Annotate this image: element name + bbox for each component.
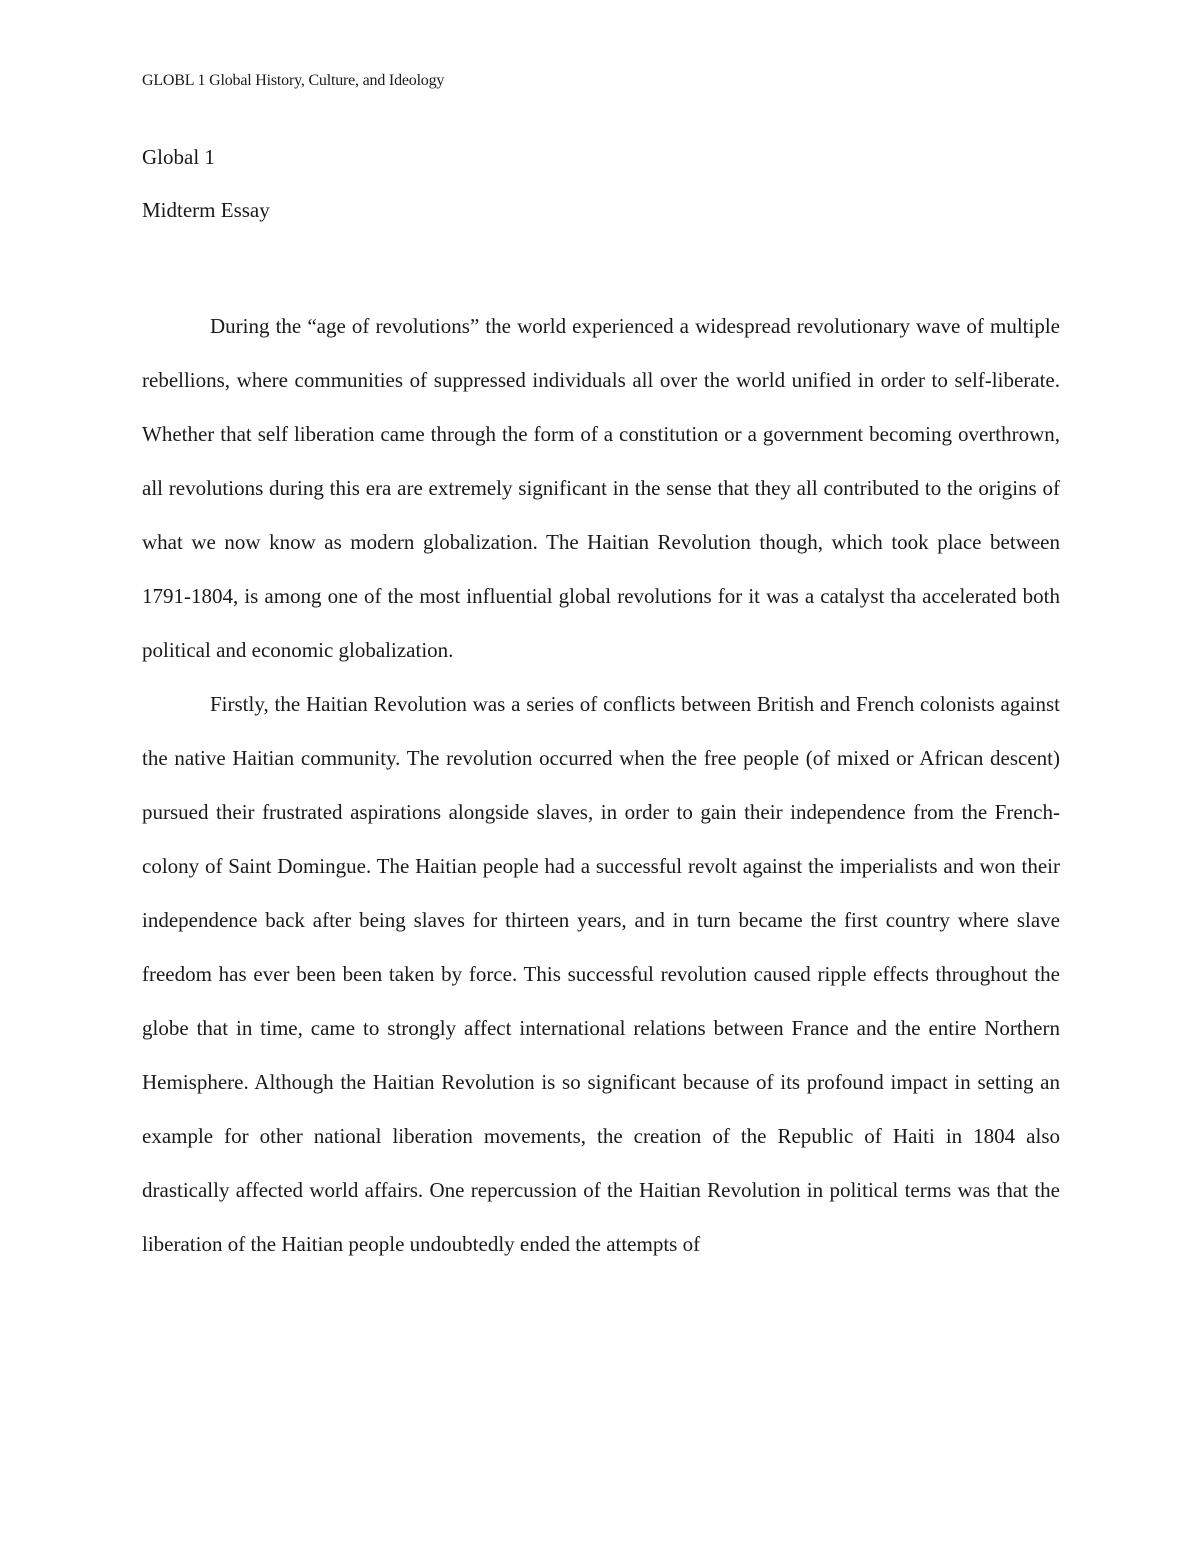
running-header: GLOBL 1 Global History, Culture, and Ideology (142, 72, 445, 89)
assignment-title: Midterm Essay (142, 198, 270, 222)
essay-body (142, 299, 1060, 1271)
essay-paragraph-2: Firstly, the Haitian Revolution was a series of conflicts between British and French colonists against the native Haitian community. The revolution occurred when the free people (of mixed or African descent) pursued their frustrated aspirations alongside slaves, in order to gain their independence from the French-colony of Saint Domingue. The Haitian people had a successful revolt against the imperialists and won their independence back after being slaves for thirteen years, and in turn became the first country where slave freedom has ever been been taken by force. This successful revolution caused ripple effects throughout the globe that in time, came to strongly affect international relations between France and the entire Northern Hemisphere. Although the Haitian Revolution is so significant because of its profound impact in setting an example for other national liberation movements, the creation of the Republic of Haiti in 1804 also drastically affected world affairs. One repercussion of the Haitian Revolution in political terms was that the liberation of the Haitian people undoubtedly ended the attempts of (142, 692, 1060, 1256)
course-name: Global 1 (142, 145, 215, 169)
essay-paragraph-1: During the “age of revolutions” the world experienced a widespread revolutionary wave of multiple rebellions, where communities of suppressed individuals all over the world unified in order to self-liberate. Whether that self liberation came through the form of a constitution or a government becoming overthrown, all revolutions during this era are extremely significant in the sense that they all contributed to the origins of what we now know as modern globalization. The Haitian Revolution though, which took place between 1791-1804, is among one of the most influential global revolutions for it was a catalyst tha accelerated both political and economic globalization. (142, 314, 1060, 662)
